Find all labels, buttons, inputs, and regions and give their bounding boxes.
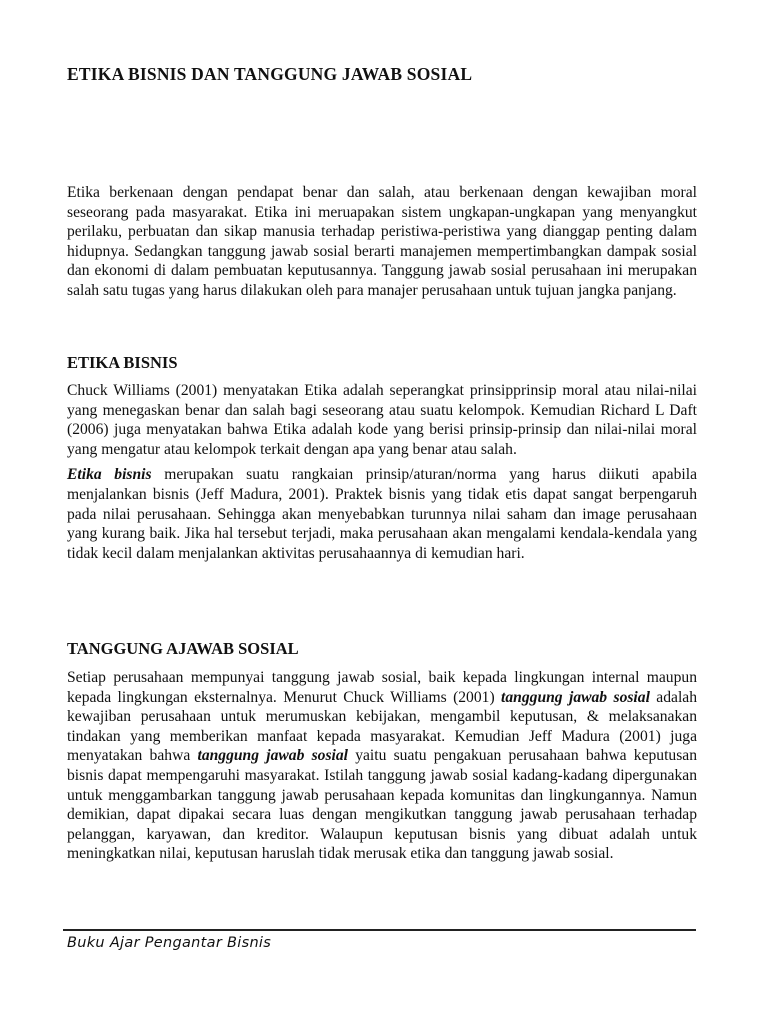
- footer-divider: [63, 929, 696, 931]
- intro-paragraph: Etika berkenaan dengan pendapat benar dan salah, atau berkenaan dengan kewajiban moral seseorang pada masyarakat. Etika ini meruapakan sistem ungkapan-ungkapan yang menyangkut perilaku, perbuatan dan sikap manusia terhadap peristiwa-peristiwa yang dianggap penting dalam hidupnya. Sedangkan tanggung jawab sosial berarti manajemen mempertimbangkan dampak sosial dan ekonomi di dalam pembuatan keputusannya. Tanggung jawab sosial perusahaan ini merupakan salah satu tugas yang harus dilakukan oleh para manajer perusahaan untuk tujuan jangka panjang.: [67, 184, 697, 299]
- term-etika-bisnis: Etika bisnis: [67, 466, 152, 484]
- footer-book-title: Buku Ajar Pengantar Bisnis: [67, 935, 272, 951]
- section-heading-tanggung-jawab-sosial: TANGGUNG AJAWAB SOSIAL: [67, 639, 299, 658]
- term-tanggung-jawab-sosial-1: tanggung jawab sosial: [501, 688, 650, 706]
- section-heading-etika-bisnis: ETIKA BISNIS: [67, 353, 178, 372]
- term-tanggung-jawab-sosial-2: tanggung jawab sosial: [197, 747, 348, 765]
- tj-text-part-2: adalah kewajiban perusahaan untuk merumuskan kebijakan, mengambil keputusan, & melaksanakan tindakan yang memberikan manfaat kepada masyarakat. Kemudian Jeff Madura (2001) juga menyatakan bahwa: [67, 688, 697, 765]
- tj-paragraph: [67, 668, 697, 864]
- etika-bisnis-section: [67, 381, 697, 563]
- etika-paragraph-2: [67, 465, 697, 563]
- etika-paragraph-1: Chuck Williams (2001) menyatakan Etika adalah seperangkat prinsipprinsip moral atau nilai-nilai yang menegaskan benar dan salah bagi seseorang atau suatu kelompok. Kemudian Richard L Daft (2006) juga menyatakan bahwa Etika adalah kode yang berisi prinsip-prinsip dan nilai-nilai moral yang mengatur atau kelompok terkait dengan apa yang benar atau salah.: [67, 382, 697, 458]
- tj-text-part-1: Setiap perusahaan mempunyai tanggung jawab sosial, baik kepada lingkungan internal maupun kepada lingkungan eksternalnya. Menurut Chuck Williams (2001): [67, 669, 697, 706]
- document-title: ETIKA BISNIS DAN TANGGUNG JAWAB SOSIAL: [67, 64, 473, 84]
- etika-paragraph-2-text: merupakan suatu rangkaian prinsip/aturan/norma yang harus diikuti apabila menjalankan bisnis (Jeff Madura, 2001). Praktek bisnis yang tidak etis dapat sangat berpengaruh pada nilai perusahaan. Sehingga akan menyebabkan turunnya nilai saham dan image perusahaan yang kurang baik. Jika hal tersebut terjadi, maka perusahaan akan mengalami kendala-kendala yang tidak kecil dalam menjalankan aktivitas perusahaannya di kemudian hari.: [67, 466, 697, 562]
- tanggung-jawab-sosial-section: [67, 668, 697, 864]
- tj-text-part-3: yaitu suatu pengakuan perusahaan bahwa keputusan bisnis dapat mempengaruhi masyarakat. Istilah tanggung jawab sosial kadang-kadang dipergunakan untuk menggambarkan tanggung jawab perusahaan kepada komunitas dan lingkungannya. Namun demikian, dapat dipakai secara luas dengan mengikutkan tanggung jawab perusahaan terhadap pelanggan, karyawan, dan kreditor. Walaupun keputusan bisnis yang dibuat adalah untuk meningkatkan nilai, keputusan haruslah tidak merusak etika dan tanggung jawab sosial.: [67, 747, 697, 863]
